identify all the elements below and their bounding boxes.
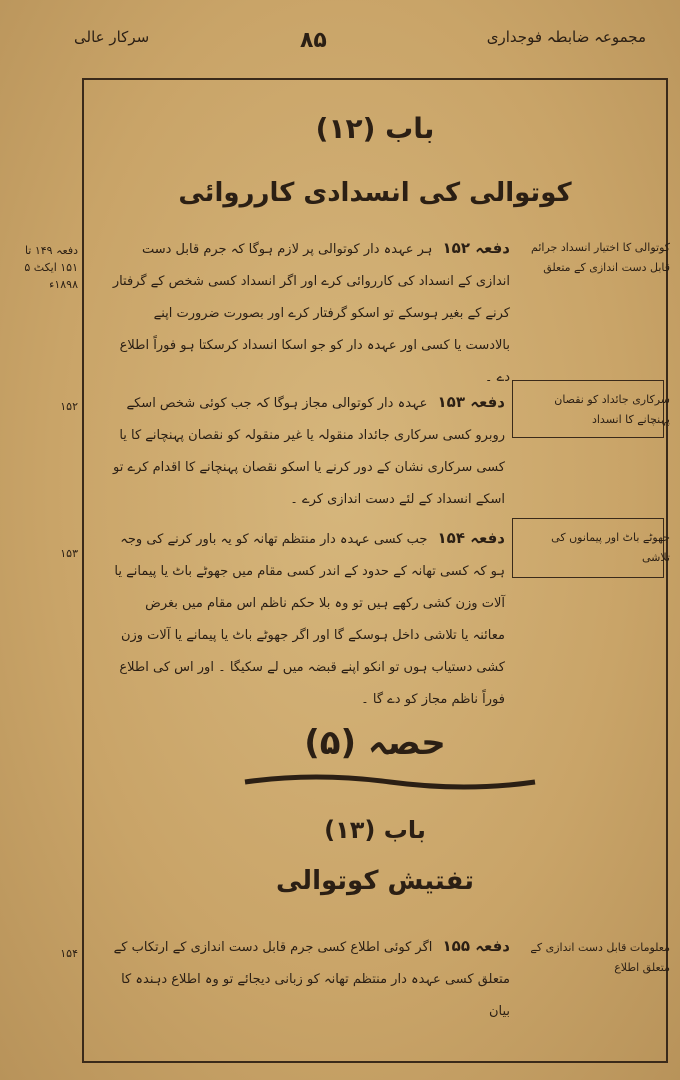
header-authority: سرکار عالی — [74, 28, 150, 46]
chapter-12-heading: کوتوالی کی انسدادی کارروائی — [178, 178, 572, 208]
section-155-reference: ۱۵۴ — [60, 947, 78, 960]
section-153-margin-note: سرکاری جائداد کو نقصان پہنچانے کا انسداد — [554, 393, 670, 426]
flourish-underline — [240, 770, 540, 794]
section-155-number: دفعہ ۱۵۵ — [442, 937, 510, 955]
section-152-number: دفعہ ۱۵۲ — [442, 239, 510, 257]
part-5-label: حصہ (۵) — [304, 723, 446, 763]
section-153-body: عہدہ دار کوتوالی مجاز ہوگا کہ جب کوئی شخص اسکے روبرو کسی سرکاری جائداد منقولہ یا غیر منقولہ کو نقصان پہنچانے کا یا کسی سرکاری نشان کے دور کرنے یا اسکو نقصان پہنچانے کا اقدام کرے تو اسکے انسداد کے لئے دست اندازی کرے ۔ — [113, 396, 505, 507]
section-152-margin-note: کوتوالی کا اختیار انسداد جرائم قابل دست اندازی کے متعلق — [531, 241, 670, 274]
header-book-title: مجموعہ ضابطہ فوجداری — [486, 28, 646, 46]
chapter-13-heading: تفتیش کوتوالی — [276, 866, 474, 896]
chapter-13-label: باب (۱۳) — [324, 816, 426, 844]
section-155-margin-note: معلومات قابل دست اندازی کے متعلق اطلاع — [530, 941, 670, 974]
section-154-number: دفعہ ۱۵۴ — [437, 529, 505, 547]
section-153-text — [110, 386, 505, 516]
section-152-reference: دفعہ ۱۴۹ تا ۱۵۱ ایکٹ ۵ ۱۸۹۸ء — [24, 244, 78, 291]
section-155-text — [110, 930, 510, 1028]
chapter-12-label: باب (۱۲) — [315, 112, 435, 145]
section-154-margin-note: جھوٹے باٹ اور پیمانوں کی تلاشی — [551, 531, 670, 564]
section-152-text — [110, 232, 510, 394]
section-154-reference: ۱۵۳ — [60, 547, 78, 560]
section-153-number: دفعہ ۱۵۳ — [437, 393, 505, 411]
section-153-reference: ۱۵۲ — [60, 400, 78, 413]
section-152-body: ہر عہدہ دار کوتوالی پر لازم ہوگا کہ جرم قابل دست اندازی کے انسداد کی کارروائی کرے اور اگر انسداد کسی شخص کے گرفتار کرنے کے بغیر ہوسکے تو اسکو گرفتار کرے اور بصورت ضرورت اپنے بالادست یا کسی اور عہدہ دار کو جو اسکا انسداد کرسکتا ہو فوراً اطلاع دے ۔ — [112, 242, 510, 385]
header-page-number: ۸۵ — [300, 28, 327, 53]
section-155-body: اگر کوئی اطلاع کسی جرم قابل دست اندازی کے ارتکاب کے متعلق کسی عہدہ دار منتظم تھانہ کو زبانی دیجائے تو وہ اطلاع دہندہ کا بیان — [113, 940, 510, 1019]
section-154-text — [110, 522, 505, 716]
section-154-body: جب کسی عہدہ دار منتظم تھانہ کو یہ باور کرنے کی وجہ ہو کہ کسی تھانہ کے حدود کے اندر کسی مقام میں جھوٹے باٹ یا پیمانے یا آلات وزن کشی رکھے ہیں تو وہ بلا حکم ناظم اس مقام میں بغرض معائنہ یا تلاشی داخل ہوسکے گا اور اگر جھوٹے باٹ یا پیمانے یا آلات وزن کشی دستیاب ہوں تو انکو اپنے قبضہ میں لے سکیگا ۔ اور اس کی اطلاع فوراً ناظم مجاز کو دے گا ۔ — [114, 532, 505, 707]
